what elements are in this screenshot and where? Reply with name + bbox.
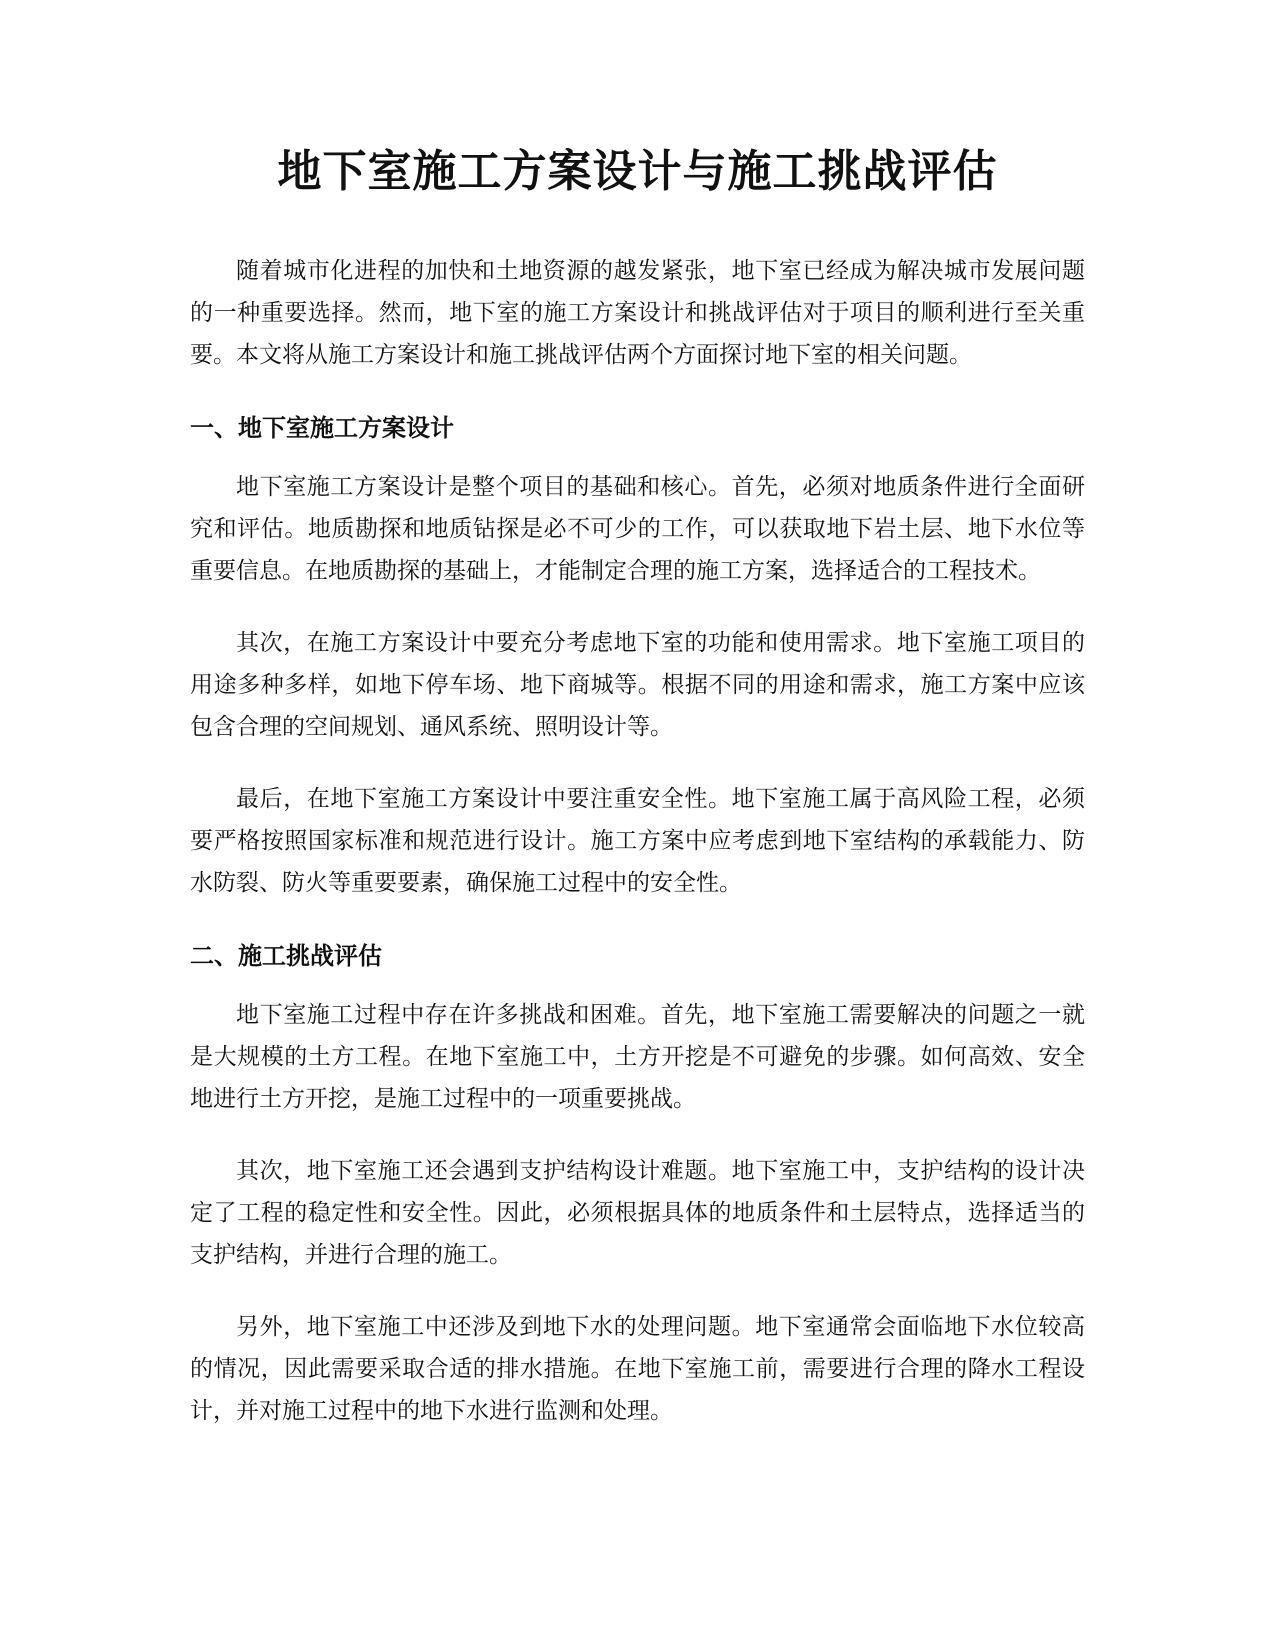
paragraph: 最后，在地下室施工方案设计中要注重安全性。地下室施工属于高风险工程，必须要严格按照国家标准和规范进行设计。施工方案中应考虑到地下室结构的承载能力、防水防裂、防火等重要要素，确保施工过程中的安全性。 <box>190 786 1085 896</box>
section-construction-challenge-evaluation <box>190 934 1085 1432</box>
intro-paragraph: 随着城市化进程的加快和土地资源的越发紧张，地下室已经成为解决城市发展问题的一种重要选择。然而，地下室的施工方案设计和挑战评估对于项目的顺利进行至关重要。本文将从施工方案设计和施工挑战评估两个方面探讨地下室的相关问题。 <box>190 258 1085 368</box>
section-heading: 一、地下室施工方案设计 <box>190 414 454 442</box>
document-title: 地下室施工方案设计与施工挑战评估 <box>277 146 998 197</box>
section-heading: 二、施工挑战评估 <box>190 942 382 970</box>
paragraph: 地下室施工方案设计是整个项目的基础和核心。首先，必须对地质条件进行全面研究和评估。地质勘探和地质钻探是必不可少的工作，可以获取地下岩土层、地下水位等重要信息。在地质勘探的基础上，才能制定合理的施工方案，选择适合的工程技术。 <box>190 474 1085 584</box>
paragraph: 其次，地下室施工还会遇到支护结构设计难题。地下室施工中，支护结构的设计决定了工程的稳定性和安全性。因此，必须根据具体的地质条件和土层特点，选择适当的支护结构，并进行合理的施工。 <box>190 1158 1085 1268</box>
paragraph: 另外，地下室施工中还涉及到地下水的处理问题。地下室通常会面临地下水位较高的情况，因此需要采取合适的排水措施。在地下室施工前，需要进行合理的降水工程设计，并对施工过程中的地下水进行监测和处理。 <box>190 1314 1085 1424</box>
paragraph: 地下室施工过程中存在许多挑战和困难。首先，地下室施工需要解决的问题之一就是大规模的土方工程。在地下室施工中，土方开挖是不可避免的步骤。如何高效、安全地进行土方开挖，是施工过程中的一项重要挑战。 <box>190 1002 1085 1112</box>
paragraph: 其次，在施工方案设计中要充分考虑地下室的功能和使用需求。地下室施工项目的用途多种多样，如地下停车场、地下商城等。根据不同的用途和需求，施工方案中应该包含合理的空间规划、通风系统、照明设计等。 <box>190 630 1085 740</box>
section-construction-plan-design <box>190 406 1085 904</box>
